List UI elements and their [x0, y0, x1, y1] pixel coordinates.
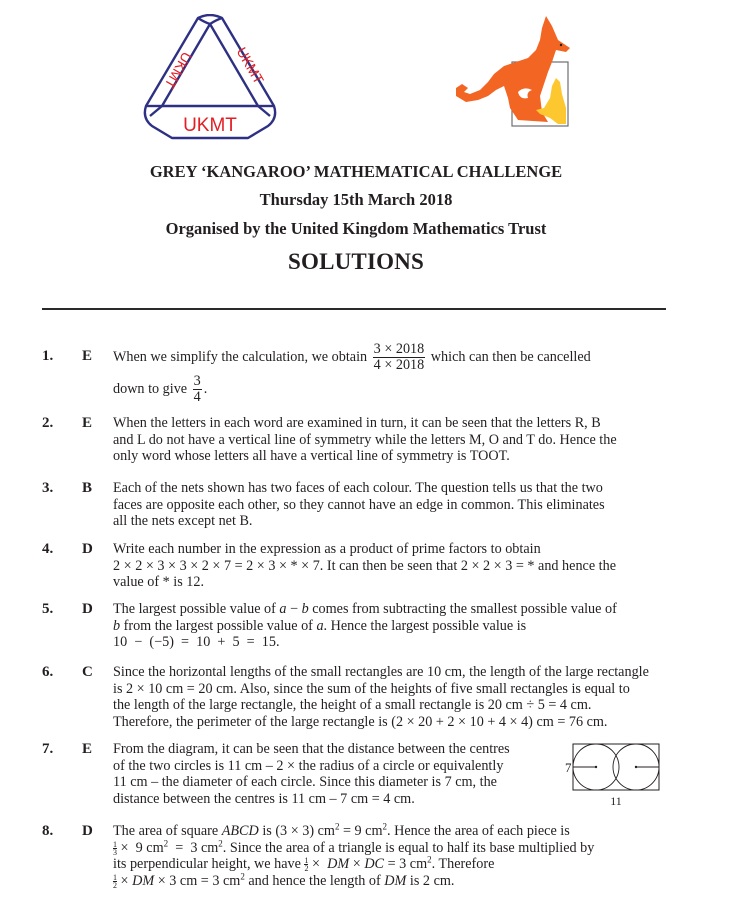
solution-number: 5.	[42, 601, 54, 617]
solution-answer: B	[82, 480, 93, 496]
svg-text:UKMT: UKMT	[161, 49, 196, 92]
solution-answer: D	[82, 541, 93, 557]
document-title: GREY ‘KANGAROO’ MATHEMATICAL CHALLENGE	[149, 162, 563, 181]
document-organiser: Organised by the United Kingdom Mathematics Trust	[165, 219, 547, 238]
fraction: $\frac{1}{3}$	[113, 839, 117, 857]
fraction: $\frac{1}{2}$	[113, 873, 117, 891]
solution-number: 6.	[42, 664, 54, 680]
solution-answer: E	[82, 741, 93, 757]
kangaroo-logo	[448, 12, 576, 130]
svg-text:7: 7	[565, 760, 572, 775]
solution-number: 1.	[42, 348, 54, 364]
two-circles-diagram	[560, 742, 666, 808]
document-date: Thursday 15th March 2018	[259, 190, 453, 209]
solution-text: When we simplify the calculation, we obtain $\frac{3 \times 2018}{4 \times 2018}$ which can then be cancelled down to give $\frac{3}{4}$ .	[113, 341, 591, 406]
solution-text: The largest possible value of a − b comes from subtracting the smallest possible value of b from the largest possible value of a. Hence the largest possible value is 10 − (−5) = 10 + 5 = 15.	[113, 601, 617, 651]
solution-text: Each of the nets shown has two faces of each colour. The question tells us that the two faces are opposite each other, so they cannot have an edge in common. This eliminates all the nets except net B.	[113, 480, 605, 530]
solution-number: 4.	[42, 541, 54, 557]
ukmt-logo	[140, 14, 280, 140]
solution-number: 7.	[42, 741, 54, 757]
solution-number: 3.	[42, 480, 54, 496]
solution-answer: E	[82, 348, 93, 364]
solution-answer: E	[82, 415, 93, 431]
fraction: $\frac{3}{4}$	[193, 373, 201, 406]
solution-answer: C	[82, 664, 93, 680]
solution-text: Since the horizontal lengths of the small rectangles are 10 cm, the length of the large rectangle is 2 × 10 cm = 20 cm. Also, since the sum of the heights of five small rectangles is equal to the length of the large rectangle, the height of a small rectangle is 20 cm ÷ 5 = 4 cm. Therefore, the perimeter of the large rectangle is (2 × 20 + 2 × 10 + 4 × 4) cm = 76 cm.	[113, 664, 649, 730]
solution-answer: D	[82, 823, 93, 839]
svg-text:UKMT: UKMT	[233, 44, 268, 87]
solution-text: The area of square ABCD is (3 × 3) $cm^2 = 9$ $cm^2$. Hence the area of each piece is $\frac{1}{3}$ × 9 $cm^2 = 3$ $cm^2$. Since the area of a triangle is equal to half its base multiplied by its perpendicular height, we have $\frac{1}{2}$ × DM × DC = 3 $cm^2$. Therefore $\frac{1}{2}$ × DM × 3 cm = 3 $cm^2$ and hence the length of DM is 2 cm.	[113, 821, 595, 891]
svg-text:UKMT: UKMT	[183, 115, 237, 136]
svg-text:11: 11	[610, 794, 622, 808]
solution-number: 8.	[42, 823, 54, 839]
solution-number: 2.	[42, 415, 54, 431]
section-heading: SOLUTIONS	[287, 249, 424, 274]
solution-answer: D	[82, 601, 93, 617]
solution-text: Write each number in the expression as a product of prime factors to obtain 2 × 2 × 3 × 3 × 2 × 7 = 2 × 3 × * × 7. It can then be seen that 2 × 2 × 3 = * and hence the value of * is 12.	[113, 541, 617, 591]
horizontal-divider	[42, 308, 666, 310]
fraction: $\frac{1}{2}$	[304, 856, 309, 874]
solution-text: When the letters in each word are examined in turn, it can be seen that the letters R, B and L do not have a vertical line of symmetry while the letters M, O and T do. Hence the only word whose letters all have a vertical line of symmetry is TOOT.	[113, 415, 617, 465]
fraction: $\frac{3 \times 2018}{4 \times 2018}$	[373, 341, 425, 374]
solution-text: From the diagram, it can be seen that the distance between the centres of the two circles is 11 cm – 2 × the radius of a circle or equivalently 11 cm – the diameter of each circle. Since this diameter is 7 cm, the distance between the centres is 11 cm – 7 cm = 4 cm.	[113, 741, 510, 807]
